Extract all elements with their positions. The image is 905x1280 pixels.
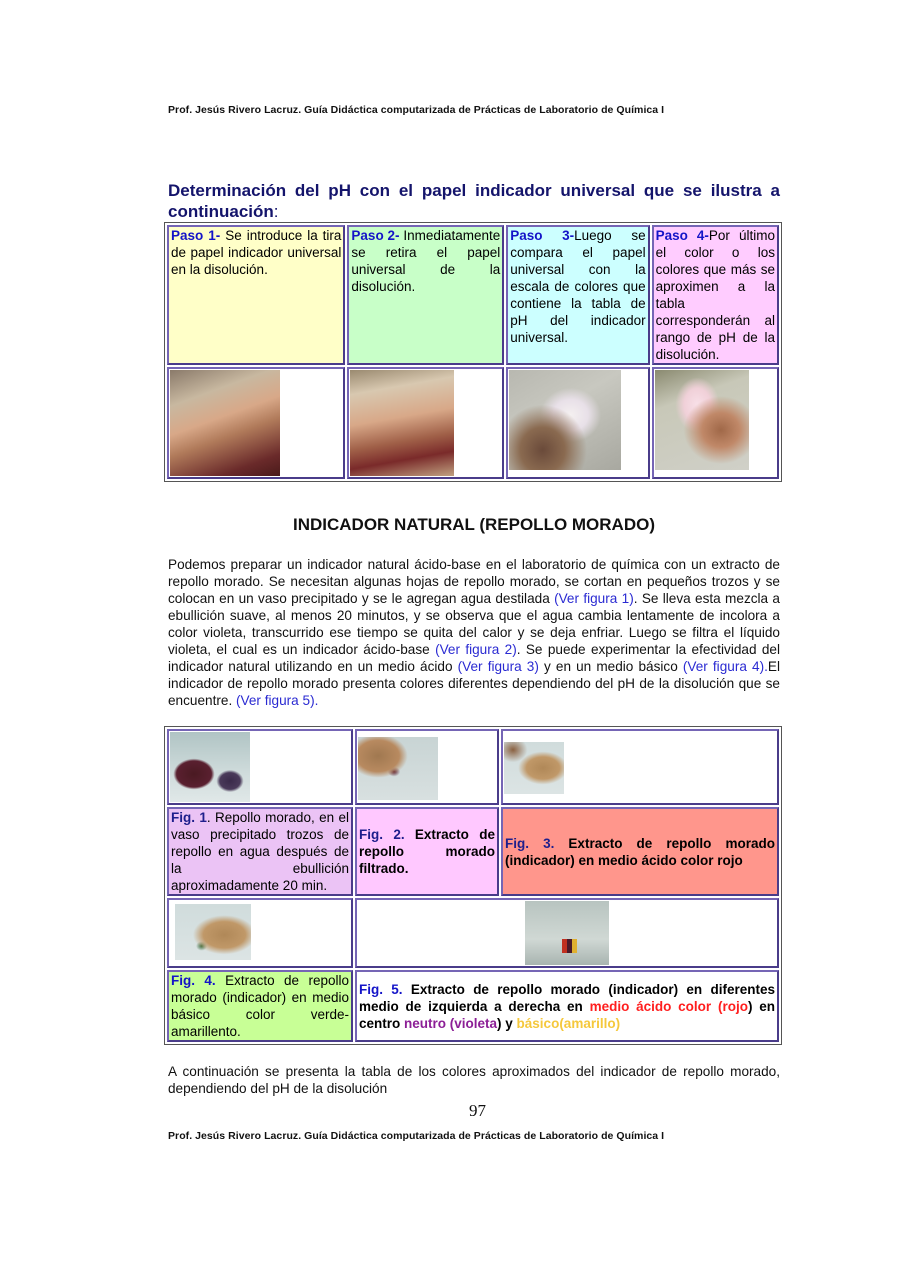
step-3-photo-cell	[506, 367, 649, 479]
fig-3-photo	[504, 742, 564, 794]
step-text: Se introduce la tira de papel indicador universal en la disolución.	[171, 228, 342, 277]
fig-text: )	[747, 998, 753, 1014]
figure-5-link[interactable]: (Ver figura 5).	[236, 693, 319, 708]
text-run: y en un medio básico	[538, 659, 683, 674]
step-label: Paso 2-	[351, 228, 400, 243]
step-1-photo-cell	[167, 367, 345, 479]
step-label: Paso 3-	[510, 228, 575, 243]
step-text: Inmediatamente se retira el papel universal de la disolución.	[351, 228, 501, 294]
fig-photos-row-1	[167, 729, 779, 805]
fig-text: Extracto de repollo morado (indicador) en medio ácido color rojo	[505, 835, 775, 868]
steps-table	[164, 222, 782, 482]
fig-photos-row-2	[167, 898, 779, 968]
step-3-cell	[506, 225, 649, 365]
text-run: . Se puede experimentar la efectividad del indicador natural utilizando en un medio ácido	[168, 642, 780, 674]
figure-1-link[interactable]: (Ver figura 1)	[554, 591, 634, 606]
step-3-photo	[509, 370, 621, 470]
fig-text: . Repollo morado, en el vaso precipitado trozos de repollo en agua después de la ebullición aproximadamente 20 min.	[171, 810, 349, 893]
fig-2-photo	[358, 737, 438, 800]
fig-text: ) y	[497, 1015, 517, 1031]
fig-text: Extracto de repollo morado (indicador) en medio básico color verde-amarillento.	[171, 973, 349, 1039]
figure-3-link[interactable]: (Ver figura 3)	[457, 659, 539, 674]
basic-label: básico(amarillo)	[516, 1015, 621, 1031]
step-1-photo	[170, 370, 280, 476]
step-2-photo-cell	[347, 367, 504, 479]
intro-paragraph	[168, 556, 780, 709]
figure-4-link[interactable]: (Ver figura 4).	[682, 659, 768, 674]
fig-1-caption	[167, 807, 353, 896]
fig-4-caption	[167, 970, 353, 1042]
fig-label: Fig. 5.	[359, 981, 403, 997]
acid-label: medio ácido color (rojo	[589, 998, 748, 1014]
step-2-photo	[350, 370, 454, 476]
section-title-natural-indicator: INDICADOR NATURAL (REPOLLO MORADO)	[292, 515, 655, 534]
step-label: Paso 4-	[655, 228, 709, 243]
fig-5-caption	[355, 970, 779, 1042]
fig-captions-row-2	[167, 970, 779, 1042]
fig-text: Extracto de repollo morado filtrado.	[359, 827, 495, 876]
figures-table	[164, 726, 782, 1045]
fig-label: Fig. 4.	[171, 973, 216, 988]
text-run: . Se lleva esta mezcla a ebullición suave, al menos 20 minutos, y se observa que el agua cambia lentamente de incolora a color violeta, transcurrido ese tiempo se quita del calor y se deja enfriar. Luego se filtra el líquido violeta, el cual es un indicador ácido-base	[168, 591, 780, 657]
fig-2-caption	[355, 807, 499, 896]
closing-paragraph: A continuación se presenta la tabla de los colores aproximados del indicador de repollo morado, dependiendo del pH de la disolución	[168, 1064, 780, 1096]
step-2-cell	[347, 225, 504, 365]
step-text: Luego se compara el papel universal con la escala de colores que contiene la tabla de pH del indicador universal.	[510, 228, 646, 345]
text-run: El indicador de repollo morado presenta colores diferentes dependiendo del pH de la disolución que se encuentre.	[168, 659, 780, 708]
fig-label: Fig. 1	[171, 810, 207, 825]
title-colon: :	[273, 202, 279, 221]
page-footer: Prof. Jesús Rivero Lacruz. Guía Didáctica computarizada de Prácticas de Laboratorio de Química I	[168, 1130, 665, 1142]
fig-5-photo	[525, 901, 609, 965]
fig-1-photo	[170, 732, 250, 802]
text-run: Podemos preparar un indicador natural ácido-base en el laboratorio de química con un extracto de repollo morado. Se necesitan algunas hojas de repollo morado, se cortan en pequeños trozos y se colocan en un vaso precipitado y se le agregan agua destilada	[168, 557, 780, 606]
fig-text: Extracto de repollo morado (indicador) en diferentes medio de izquierda a derecha en	[359, 981, 775, 1014]
section-title-ph-universal	[168, 180, 780, 222]
title-text: Determinación del pH con el papel indicador universal que se ilustra a continuación	[168, 181, 780, 221]
fig-label: Fig. 3.	[505, 835, 555, 851]
fig-label: Fig. 2.	[359, 827, 405, 842]
step-4-cell	[652, 225, 779, 365]
fig-captions-row-1	[167, 807, 779, 896]
page-number: 97	[469, 1101, 486, 1120]
step-1-cell	[167, 225, 345, 365]
fig-3-photo-cell	[501, 729, 779, 805]
fig-1-photo-cell	[167, 729, 353, 805]
fig-2-photo-cell	[355, 729, 499, 805]
step-text: Por último el color o los colores que más se aproximen a la tabla corresponderán al rango de pH de la disolución.	[655, 228, 775, 362]
neutral-label: neutro (violeta	[404, 1015, 498, 1031]
fig-5-photo-cell	[355, 898, 779, 968]
fig-4-photo-cell	[167, 898, 353, 968]
steps-text-row	[167, 225, 779, 365]
page-header: Prof. Jesús Rivero Lacruz. Guía Didáctica computarizada de Prácticas de Laboratorio de Química I	[168, 104, 665, 116]
steps-photo-row	[167, 367, 779, 479]
fig-4-photo	[175, 904, 251, 960]
fig-3-caption	[501, 807, 779, 896]
step-4-photo	[655, 370, 749, 470]
fig-text: en centro	[359, 998, 775, 1031]
step-label: Paso 1-	[171, 228, 221, 243]
figure-2-link[interactable]: (Ver figura 2)	[435, 642, 517, 657]
step-4-photo-cell	[652, 367, 779, 479]
